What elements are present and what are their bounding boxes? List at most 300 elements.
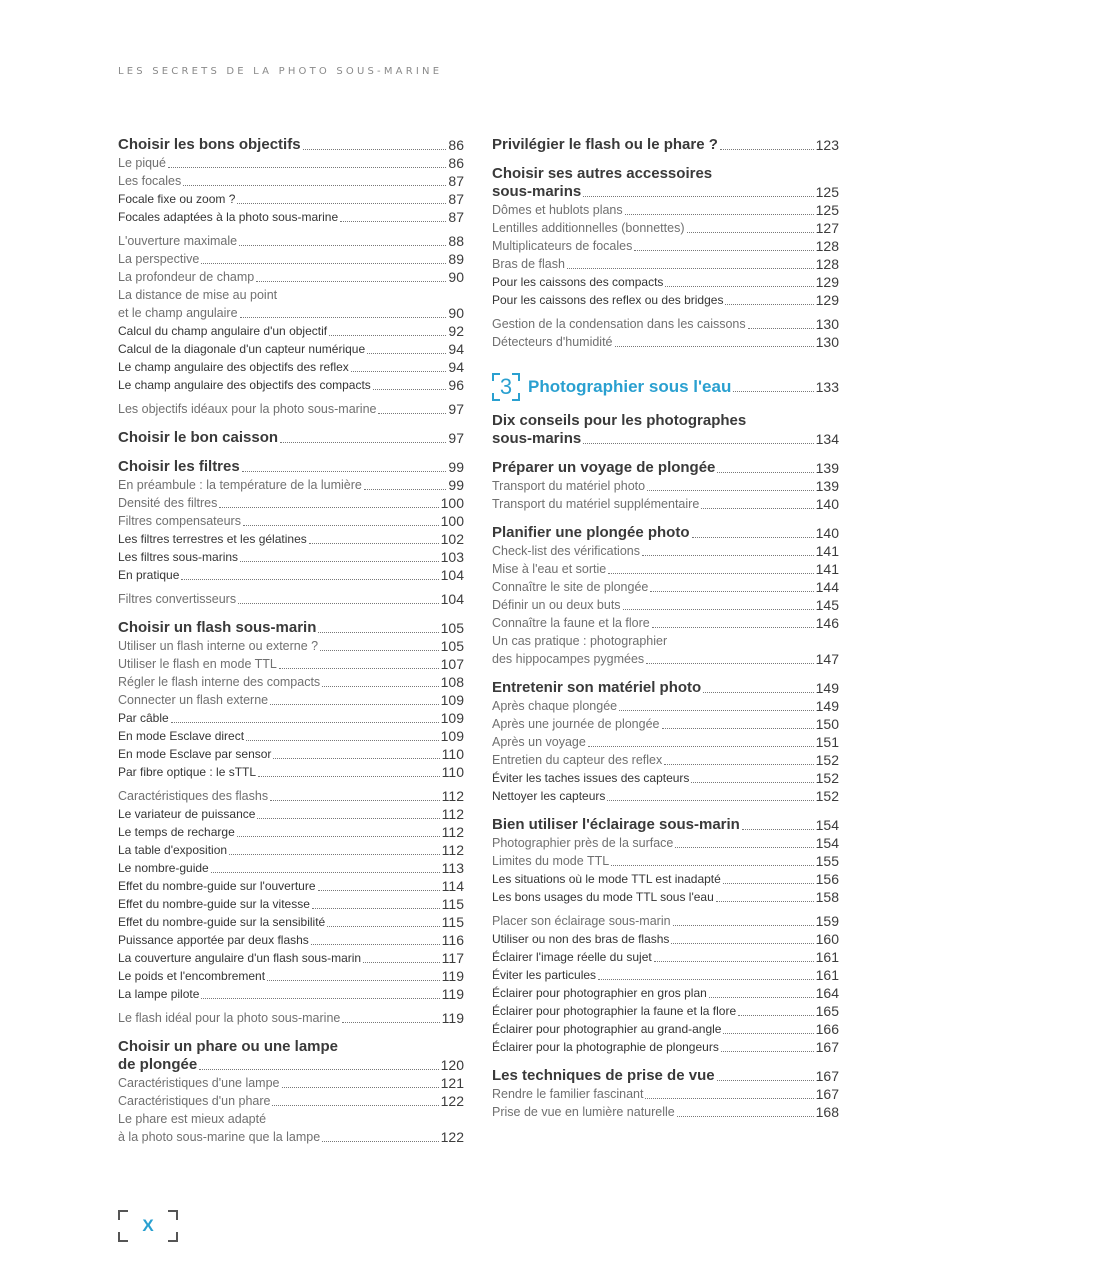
page-number: 105 <box>440 620 464 636</box>
entry-title: Éclairer pour la photographie de plongeurs <box>492 1040 719 1054</box>
entry-title: Lentilles additionnelles (bonnettes) <box>492 221 685 235</box>
toc-subsection <box>118 1092 464 1110</box>
toc-subsection <box>492 966 839 984</box>
leader-dots <box>607 800 813 801</box>
toc-subsection <box>492 1038 839 1056</box>
entry-title: Calcul de la diagonale d'un capteur numérique <box>118 342 366 356</box>
entry-row <box>118 304 464 322</box>
page-number: 97 <box>448 401 464 417</box>
entry-title-line2: sous-marins <box>492 183 582 200</box>
leader-dots <box>309 543 439 544</box>
page-number: 89 <box>448 251 464 267</box>
toc-subsection <box>492 315 839 333</box>
page-number: 161 <box>815 949 839 965</box>
page-number: 155 <box>815 853 839 869</box>
leader-dots <box>279 668 439 669</box>
leader-dots <box>239 245 446 246</box>
toc-section <box>492 136 839 154</box>
entry-title: Pour les caissons des reflex ou des bridges <box>492 293 724 307</box>
entry-title: Planifier une plongée photo <box>492 524 690 541</box>
entry-title: Après une journée de plongée <box>492 717 660 731</box>
leader-dots <box>692 537 814 538</box>
leader-dots <box>634 250 813 251</box>
leader-dots <box>654 961 814 962</box>
leader-dots <box>237 203 446 204</box>
entry-title: Le variateur de puissance <box>118 807 256 821</box>
entry-title: Choisir les bons objectifs <box>118 136 301 153</box>
entry-title: Entretien du capteur des reflex <box>492 753 663 767</box>
entry-title: Connaître la faune et la flore <box>492 616 650 630</box>
page-number: 112 <box>441 788 464 804</box>
entry-row <box>118 1056 464 1074</box>
page-number: 96 <box>448 377 464 393</box>
page-number: 134 <box>815 431 839 447</box>
leader-dots <box>588 746 814 747</box>
toc-subsection <box>118 566 464 584</box>
toc-subsection <box>118 512 464 530</box>
page-number: 128 <box>815 238 839 254</box>
entry-title: Utiliser un flash interne ou externe ? <box>118 639 319 653</box>
page-number: 164 <box>815 985 839 1001</box>
toc-subsection <box>492 495 839 513</box>
leader-dots <box>240 317 447 318</box>
page-number: 159 <box>815 913 839 929</box>
toc-subsection <box>492 948 839 966</box>
page-number: 152 <box>815 752 839 768</box>
entry-title: Privilégier le flash ou le phare ? <box>492 136 718 153</box>
page-number: 167 <box>815 1086 839 1102</box>
entry-title: Transport du matériel supplémentaire <box>492 497 700 511</box>
chapter-number-box <box>492 373 520 401</box>
leader-dots <box>642 555 814 556</box>
leader-dots <box>229 854 440 855</box>
leader-dots <box>647 490 814 491</box>
toc-subsection <box>118 530 464 548</box>
leader-dots <box>243 525 439 526</box>
entry-title: Check-list des vérifications <box>492 544 640 558</box>
entry-title: La profondeur de champ <box>118 270 255 284</box>
toc-subsection <box>492 787 839 805</box>
page-number: 112 <box>441 842 464 858</box>
toc-subsection <box>492 477 839 495</box>
page-number: 115 <box>441 896 464 912</box>
toc-subsection <box>118 340 464 358</box>
toc-subsection <box>492 237 839 255</box>
toc-subsection <box>492 201 839 219</box>
page-number: 117 <box>441 950 464 966</box>
toc-subsection <box>492 273 839 291</box>
leader-dots <box>211 872 440 873</box>
page-number: 125 <box>815 202 839 218</box>
entry-title: Les situations où le mode TTL est inadapté <box>492 872 721 886</box>
page-number: 122 <box>440 1129 464 1145</box>
toc-subsection <box>492 255 839 273</box>
entry-title: Utiliser ou non des bras de flashs <box>492 932 670 946</box>
toc-subsection <box>118 913 464 931</box>
page-number: 107 <box>440 656 464 672</box>
toc-subsection <box>118 709 464 727</box>
toc-section <box>118 136 464 154</box>
chapter-entry <box>528 378 839 396</box>
leader-dots <box>168 167 446 168</box>
page-number: 141 <box>815 543 839 559</box>
page-number: 128 <box>815 256 839 272</box>
leader-dots <box>201 998 439 999</box>
leader-dots <box>270 704 439 705</box>
leader-dots <box>723 883 814 884</box>
page-number: 154 <box>815 835 839 851</box>
entry-title: En mode Esclave par sensor <box>118 747 272 761</box>
toc-section <box>118 1038 464 1074</box>
entry-title: Choisir le bon caisson <box>118 429 279 446</box>
toc-left-column <box>118 136 464 1146</box>
leader-dots <box>583 196 813 197</box>
leader-dots <box>378 413 446 414</box>
leader-dots <box>363 962 440 963</box>
leader-dots <box>280 442 446 443</box>
entry-title: Pour les caissons des compacts <box>492 275 664 289</box>
page-number: 87 <box>448 173 464 189</box>
leader-dots <box>742 829 814 830</box>
leader-dots <box>171 722 439 723</box>
corner-mark <box>512 373 520 381</box>
toc-subsection <box>118 895 464 913</box>
entry-title-line2: et le champ angulaire <box>118 306 238 320</box>
toc-section <box>492 459 839 477</box>
corner-mark <box>512 393 520 401</box>
leader-dots <box>312 908 440 909</box>
page-number: 90 <box>448 305 464 321</box>
page-number: 109 <box>440 728 464 744</box>
page-number: 109 <box>440 692 464 708</box>
toc-subsection <box>118 268 464 286</box>
page-number: 105 <box>440 638 464 654</box>
entry-title: Photographier près de la surface <box>492 836 674 850</box>
toc-subsection <box>492 834 839 852</box>
page-number: 92 <box>448 323 464 339</box>
toc-subsection <box>118 787 464 805</box>
leader-dots <box>687 232 814 233</box>
page-number: 150 <box>815 716 839 732</box>
entry-title: Le temps de recharge <box>118 825 235 839</box>
toc-subsection <box>118 673 464 691</box>
leader-dots <box>646 663 813 664</box>
leader-dots <box>709 997 814 998</box>
page-number: 104 <box>440 567 464 583</box>
entry-row <box>492 430 839 448</box>
toc-subsection <box>118 476 464 494</box>
page-number: 127 <box>815 220 839 236</box>
page-number: 87 <box>448 191 464 207</box>
leader-dots <box>608 573 813 574</box>
toc-subsection <box>118 727 464 745</box>
toc-subsection <box>118 154 464 172</box>
leader-dots <box>273 758 439 759</box>
entry-title: La perspective <box>118 252 200 266</box>
leader-dots <box>748 328 814 329</box>
chapter-heading <box>492 373 839 401</box>
page-number: 100 <box>440 495 464 511</box>
entry-title-line1: Un cas pratique : photographier <box>492 634 668 648</box>
leader-dots <box>650 591 813 592</box>
leader-dots <box>733 391 813 392</box>
leader-dots <box>256 281 446 282</box>
toc-subsection <box>118 841 464 859</box>
leader-dots <box>351 371 447 372</box>
leader-dots <box>619 710 814 711</box>
toc-subsection <box>492 912 839 930</box>
page-number: 110 <box>441 746 464 762</box>
entry-title: Effet du nombre-guide sur l'ouverture <box>118 879 316 893</box>
entry-title: Bien utiliser l'éclairage sous-marin <box>492 816 740 833</box>
page-number: 152 <box>815 770 839 786</box>
page-number: 88 <box>448 233 464 249</box>
entry-title: Caractéristiques d'un phare <box>118 1094 271 1108</box>
leader-dots <box>701 508 813 509</box>
toc-subsection <box>118 805 464 823</box>
entry-title: Après chaque plongée <box>492 699 618 713</box>
entry-title: Nettoyer les capteurs <box>492 789 606 803</box>
entry-title-line2: sous-marins <box>492 430 582 447</box>
leader-dots <box>181 579 438 580</box>
toc-section <box>118 429 464 447</box>
page-number: 94 <box>448 359 464 375</box>
entry-row <box>118 1128 464 1146</box>
toc-subsection <box>492 930 839 948</box>
page-number: 145 <box>815 597 839 613</box>
entry-title: La couverture angulaire d'un flash sous-marin <box>118 951 362 965</box>
entry-title-line1: Le phare est mieux adapté <box>118 1112 267 1126</box>
toc-subsection <box>492 560 839 578</box>
entry-title: Placer son éclairage sous-marin <box>492 914 671 928</box>
entry-title: Éviter les taches issues des capteurs <box>492 771 690 785</box>
page-number: 100 <box>440 513 464 529</box>
page-number: 97 <box>448 430 464 446</box>
page-number: 86 <box>448 137 464 153</box>
page-number: 130 <box>815 316 839 332</box>
entry-title: Connaître le site de plongée <box>492 580 649 594</box>
entry-title: Calcul du champ angulaire d'un objectif <box>118 324 328 338</box>
entry-title: Éclairer pour photographier au grand-angle <box>492 1022 722 1036</box>
page-number: 115 <box>441 914 464 930</box>
leader-dots <box>237 836 440 837</box>
entry-title-line2: de plongée <box>118 1056 198 1073</box>
leader-dots <box>246 740 439 741</box>
page-number: 116 <box>441 932 464 948</box>
leader-dots <box>318 890 440 891</box>
page-number: 129 <box>815 292 839 308</box>
page-number: 147 <box>815 651 839 667</box>
entry-title: Multiplicateurs de focales <box>492 239 633 253</box>
page-number: 168 <box>815 1104 839 1120</box>
entry-title: Prise de vue en lumière naturelle <box>492 1105 675 1119</box>
toc-subsection <box>118 931 464 949</box>
page-number: 103 <box>440 549 464 565</box>
leader-dots <box>677 1116 814 1117</box>
entry-title: Densité des filtres <box>118 496 218 510</box>
entry-title: Focales adaptées à la photo sous-marine <box>118 210 339 224</box>
leader-dots <box>673 925 814 926</box>
leader-dots <box>327 926 439 927</box>
toc-subsection <box>118 548 464 566</box>
toc-subsection <box>118 985 464 1003</box>
entry-title: Les objectifs idéaux pour la photo sous-marine <box>118 402 377 416</box>
page-number: 109 <box>440 710 464 726</box>
toc-subsection <box>118 823 464 841</box>
page-number: 108 <box>440 674 464 690</box>
toc-subsection <box>118 250 464 268</box>
leader-dots <box>303 149 447 150</box>
page-number: 112 <box>441 824 464 840</box>
page-number: 139 <box>815 478 839 494</box>
entry-title: Utiliser le flash en mode TTL <box>118 657 277 671</box>
toc-subsection <box>118 1074 464 1092</box>
page-number: 119 <box>441 968 464 984</box>
leader-dots <box>691 782 813 783</box>
leader-dots <box>340 221 446 222</box>
entry-title: Choisir les filtres <box>118 458 240 475</box>
entry-title-line2: à la photo sous-marine que la lampe <box>118 1130 321 1144</box>
page-number: 104 <box>440 591 464 607</box>
toc-subsection <box>118 232 464 250</box>
page-number: 165 <box>815 1003 839 1019</box>
toc-section <box>492 524 839 542</box>
entry-title: Le champ angulaire des objectifs des reflex <box>118 360 349 374</box>
entry-title: Effet du nombre-guide sur la sensibilité <box>118 915 326 929</box>
entry-title: Mise à l'eau et sortie <box>492 562 607 576</box>
page-number: 158 <box>815 889 839 905</box>
entry-title: Les filtres terrestres et les gélatines <box>118 532 307 546</box>
page-number: 146 <box>815 615 839 631</box>
entry-title: Par câble <box>118 711 169 725</box>
page-number: 123 <box>815 137 839 153</box>
entry-row <box>492 650 839 668</box>
toc-subsection <box>118 859 464 877</box>
toc-subsection <box>492 751 839 769</box>
leader-dots <box>625 214 814 215</box>
toc-subsection <box>118 637 464 655</box>
entry-title: En préambule : la température de la lumière <box>118 478 362 492</box>
page-number: 156 <box>815 871 839 887</box>
page-number: 161 <box>815 967 839 983</box>
page-number: 129 <box>815 274 839 290</box>
toc-subsection <box>118 877 464 895</box>
entry-title: Le champ angulaire des objectifs des compacts <box>118 378 371 392</box>
entry-title: Par fibre optique : le sTTL <box>118 765 257 779</box>
entry-title: La table d'exposition <box>118 843 228 857</box>
entry-title: Limites du mode TTL <box>492 854 610 868</box>
toc-subsection <box>118 376 464 394</box>
leader-dots <box>725 304 813 305</box>
toc-subsection <box>492 578 839 596</box>
entry-title: Dômes et hublots plans <box>492 203 623 217</box>
page-number: 154 <box>815 817 839 833</box>
page-number: 99 <box>448 477 464 493</box>
entry-title: En pratique <box>118 568 180 582</box>
leader-dots <box>311 944 440 945</box>
leader-dots <box>329 335 446 336</box>
leader-dots <box>367 353 446 354</box>
page-number: 167 <box>815 1039 839 1055</box>
leader-dots <box>238 603 439 604</box>
entry-title: Caractéristiques des flashs <box>118 789 269 803</box>
toc-subsection <box>492 596 839 614</box>
toc-subsection <box>118 691 464 709</box>
chapter-title: Photographier sous l'eau <box>528 377 732 396</box>
toc-subsection <box>492 1085 839 1103</box>
leader-dots <box>723 1033 813 1034</box>
leader-dots <box>703 692 813 693</box>
toc-subsection <box>118 172 464 190</box>
entry-title: Bras de flash <box>492 257 565 271</box>
leader-dots <box>201 263 446 264</box>
toc-subsection <box>118 949 464 967</box>
page-number: 152 <box>815 788 839 804</box>
toc-subsection <box>118 322 464 340</box>
corner-mark <box>492 393 500 401</box>
toc-subsection <box>118 1009 464 1027</box>
entry-title: L'ouverture maximale <box>118 234 238 248</box>
leader-dots <box>373 389 447 390</box>
entry-title: Les filtres sous-marins <box>118 550 239 564</box>
entry-title: Transport du matériel photo <box>492 479 646 493</box>
toc-subsection <box>492 1103 839 1121</box>
entry-title: Préparer un voyage de plongée <box>492 459 716 476</box>
page-number: 149 <box>815 698 839 714</box>
toc-subsection <box>118 967 464 985</box>
toc-section <box>492 816 839 834</box>
leader-dots <box>662 728 814 729</box>
entry-row <box>492 183 839 201</box>
entry-title-line2: des hippocampes pygmées <box>492 652 645 666</box>
page-number: 160 <box>815 931 839 947</box>
leader-dots <box>652 627 814 628</box>
leader-dots <box>183 185 446 186</box>
chapter-number: 3 <box>499 374 513 399</box>
toc-subsection <box>492 769 839 787</box>
leader-dots <box>675 847 813 848</box>
toc-section <box>492 679 839 697</box>
entry-title: Les bons usages du mode TTL sous l'eau <box>492 890 714 904</box>
page-number: 120 <box>440 1057 464 1073</box>
entry-title: Rendre le familier fascinant <box>492 1087 644 1101</box>
leader-dots <box>615 346 814 347</box>
leader-dots <box>322 686 438 687</box>
page-number: 144 <box>815 579 839 595</box>
toc-subsection <box>492 219 839 237</box>
leader-dots <box>240 561 439 562</box>
toc-subsection <box>118 763 464 781</box>
leader-dots <box>567 268 814 269</box>
toc-subsection <box>118 286 464 322</box>
entry-title: Gestion de la condensation dans les caissons <box>492 317 746 331</box>
entry-title: Effet du nombre-guide sur la vitesse <box>118 897 310 911</box>
page-number: 90 <box>448 269 464 285</box>
toc-subsection <box>492 715 839 733</box>
toc-subsection <box>118 590 464 608</box>
entry-title-line1: Choisir un phare ou une lampe <box>118 1038 339 1055</box>
entry-title: Régler le flash interne des compacts <box>118 675 321 689</box>
entry-title: Filtres compensateurs <box>118 514 241 528</box>
entry-title: Filtres convertisseurs <box>118 592 237 606</box>
entry-title-line1: Choisir ses autres accessoires <box>492 165 713 182</box>
toc-subsection <box>492 984 839 1002</box>
leader-dots <box>664 764 813 765</box>
toc-subsection <box>492 852 839 870</box>
toc-subsection <box>492 1002 839 1020</box>
page-number: 113 <box>441 860 464 876</box>
leader-dots <box>623 609 814 610</box>
